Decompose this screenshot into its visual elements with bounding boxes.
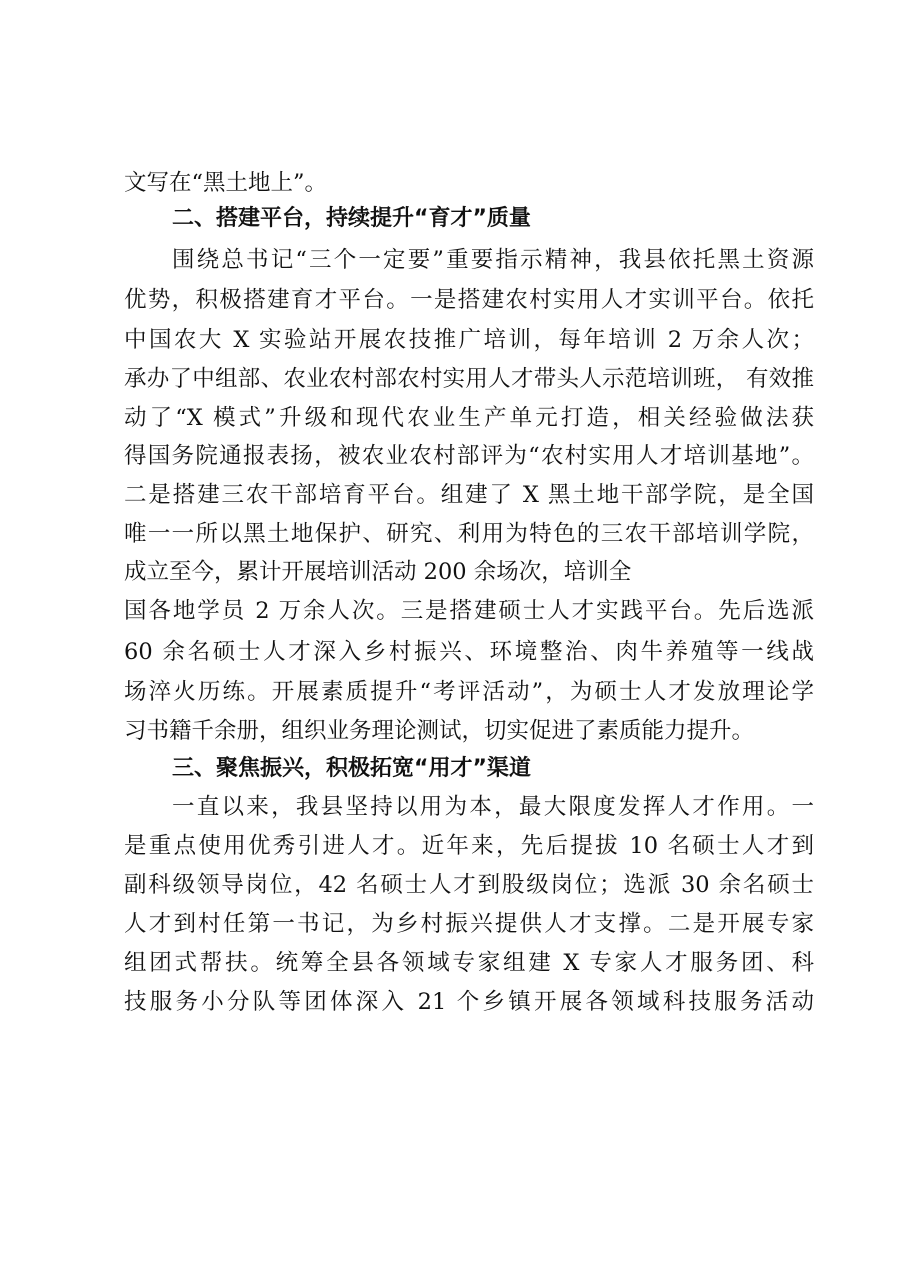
text-line: 二是搭建三农干部培育平台。组建了 X 黑土地干部学院，是全国	[124, 482, 814, 508]
section-heading-3: 三、聚焦振兴，积极拓宽“用才”渠道	[172, 756, 531, 781]
section-heading-2: 二、搭建平台，持续提升“育才”质量	[172, 206, 531, 231]
text-line: 人才到村任第一书记，为乡村振兴提供人才支撑。二是开展专家	[124, 911, 814, 937]
text-line: 文写在“黑土地上”。	[124, 170, 328, 196]
text-line: 动了“X 模式”升级和现代农业生产单元打造，相关经验做法获	[124, 405, 814, 431]
text-line: 国各地学员 2 万余人次。三是搭建硕士人才实践平台。先后选派	[124, 598, 814, 624]
text-line: 得国务院通报表扬，被农业农村部评为“农村实用人才培训基地”。	[124, 443, 814, 469]
text-line: 60 余名硕士人才深入乡村振兴、环境整治、肉牛养殖等一线战	[124, 639, 814, 665]
text-line: 技服务小分队等团体深入 21 个乡镇开展各领域科技服务活动	[124, 989, 814, 1015]
text-line: 优势，积极搭建育才平台。一是搭建农村实用人才实训平台。依托	[124, 287, 814, 313]
text-line: 场淬火历练。开展素质提升“考评活动”，为硕士人才发放理论学	[124, 679, 814, 705]
text-line: 习书籍千余册，组织业务理论测试，切实促进了素质能力提升。	[124, 718, 755, 744]
text-line: 成立至今，累计开展培训活动 200 余场次，培训全	[124, 559, 632, 585]
text-line: 是重点使用优秀引进人才。近年来，先后提拔 10 名硕士人才到	[124, 833, 814, 859]
text-line: 承办了中组部、农业农村部农村实用人才带头人示范培训班， 有效推	[124, 366, 814, 392]
text-line: 副科级领导岗位，42 名硕士人才到股级岗位；选派 30 余名硕士	[124, 872, 814, 898]
text-line: 围绕总书记“三个一定要”重要指示精神，我县依托黑土资源	[172, 247, 814, 273]
text-line: 中国农大 X 实验站开展农技推广培训，每年培训 2 万余人次；	[124, 327, 814, 353]
text-line: 唯一一所以黑土地保护、研究、利用为特色的三农干部培训学院，	[124, 521, 814, 547]
text-line: 一直以来，我县坚持以用为本，最大限度发挥人才作用。一	[172, 794, 814, 820]
text-line: 组团式帮扶。统筹全县各领域专家组建 X 专家人才服务团、科	[124, 950, 814, 976]
